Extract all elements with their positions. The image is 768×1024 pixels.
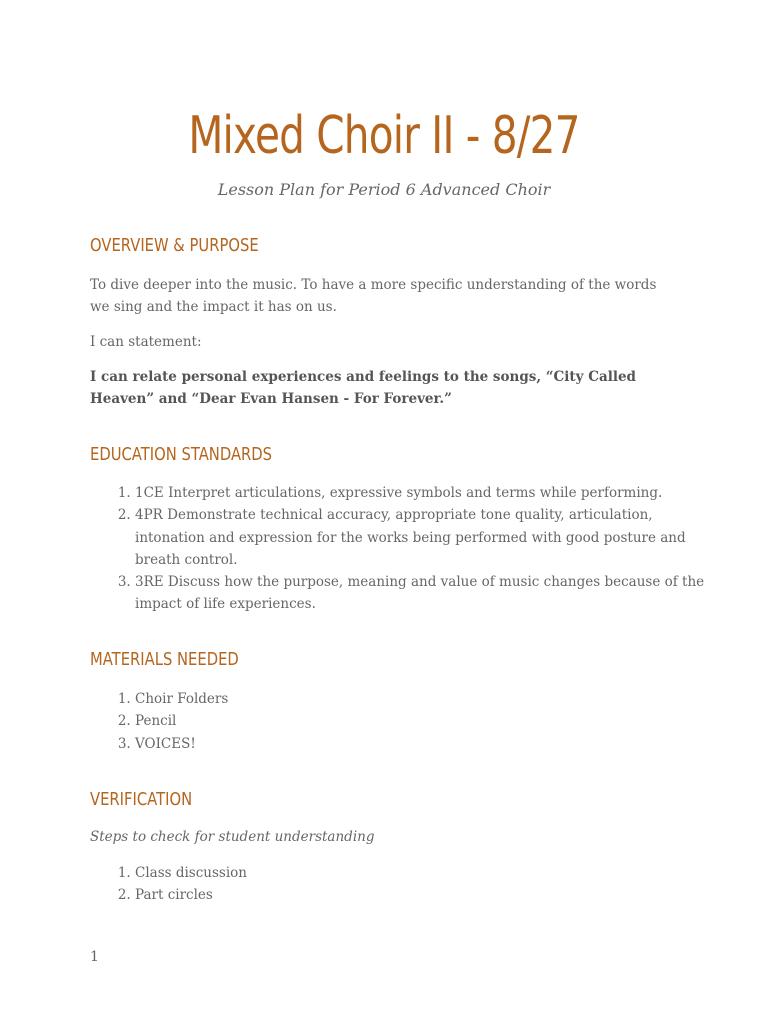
page-title: Mixed Choir II - 8/27 <box>188 106 580 166</box>
verification-heading: VERIFICATION <box>90 789 193 810</box>
list-item: 3. 3RE Discuss how the purpose, meaning and value of music changes because of the impact of life experiences. <box>135 571 725 616</box>
materials-list <box>90 688 725 755</box>
page-number: 1 <box>90 949 99 965</box>
standards-heading: EDUCATION STANDARDS <box>90 444 273 465</box>
list-item: 2. Pencil <box>135 710 725 732</box>
list-item: 1. Class discussion <box>135 862 725 884</box>
list-item: 2. Part circles <box>135 884 725 906</box>
materials-heading: MATERIALS NEEDED <box>90 649 239 670</box>
list-item: 2. 4PR Demonstrate technical accuracy, appropriate tone quality, articulation, intonation and expression for the works being performed with good posture and breath control. <box>135 504 725 571</box>
list-item: 1. Choir Folders <box>135 688 725 710</box>
i-can-statement: I can relate personal experiences and feelings to the songs, “City Called Heaven” and “Dear Evan Hansen - For Forever.” <box>90 369 636 407</box>
list-item: 3. VOICES! <box>135 733 725 755</box>
i-can-label: I can statement: <box>90 334 202 350</box>
verification-list <box>90 862 725 907</box>
standards-list <box>90 482 725 616</box>
overview-heading: OVERVIEW & PURPOSE <box>90 235 259 256</box>
overview-paragraph: To dive deeper into the music. To have a more specific understanding of the words we sing and the impact it has on us. <box>90 277 657 315</box>
page-subtitle: Lesson Plan for Period 6 Advanced Choir <box>217 180 551 199</box>
list-item: 1. 1CE Interpret articulations, expressive symbols and terms while performing. <box>135 482 725 504</box>
verification-intro: Steps to check for student understanding <box>90 829 375 845</box>
